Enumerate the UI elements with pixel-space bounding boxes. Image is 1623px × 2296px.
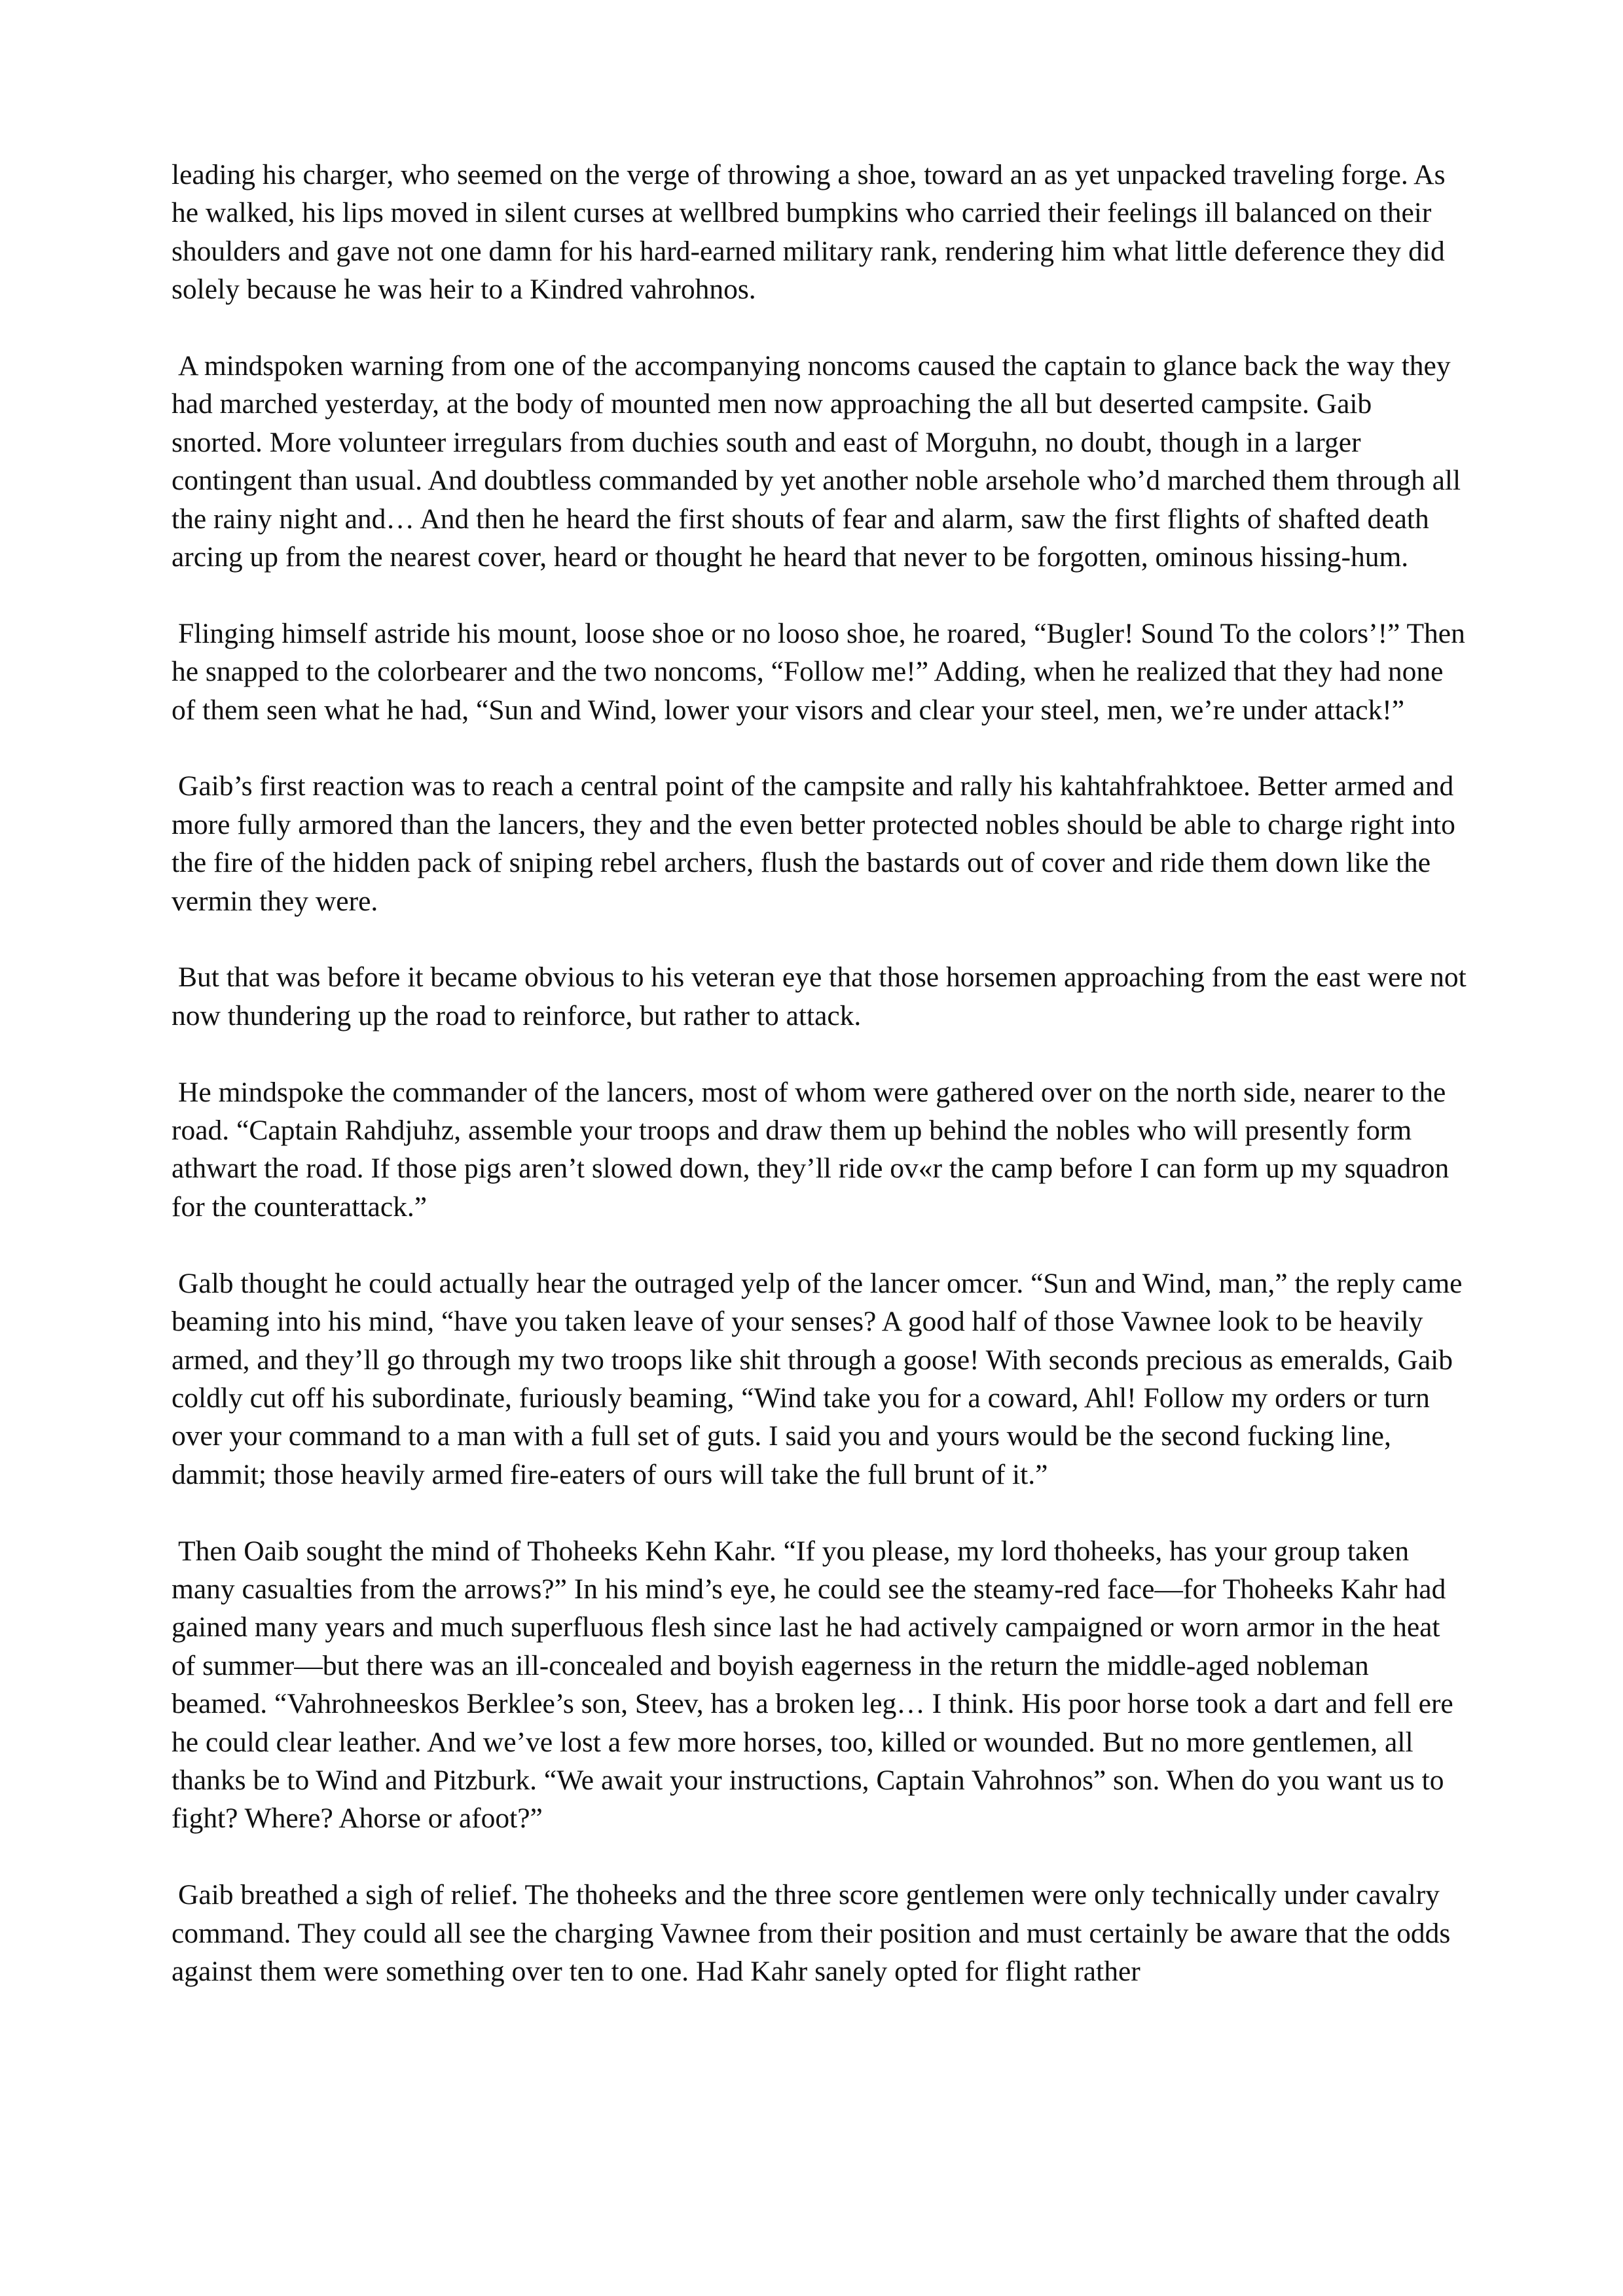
- paragraph-3: Flinging himself astride his mount, loose shoe or no looso shoe, he roared, “Bugler! Sound To the colors’!” Then he snapped to the colorbearer and the two noncoms, “Follow me!” Adding, when he realized that they had none of them seen what he had, “Sun and Wind, lower your visors and clear your steel, men, we’re under attack!”: [172, 617, 1465, 726]
- paragraph-2: A mindspoken warning from one of the accompanying noncoms caused the captain to glance back the way they had marched yesterday, at the body of mounted men now approaching the all but deserted campsite. Gaib snorted. More volunteer irregulars from duchies south and east of Morguhn, no doubt, though in a larger contingent than usual. And doubtless commanded by yet another noble arsehole who’d marched them through all the rainy night and… And then he heard the first shouts of fear and alarm, saw the first flights of shafted death arcing up from the nearest cover, heard or thought he heard that never to be forgotten, ominous hissing-hum.: [172, 350, 1461, 573]
- paragraph-8: Then Oaib sought the mind of Thoheeks Kehn Kahr. “If you please, my lord thoheeks, has your group taken many casualties from the arrows?” In his mind’s eye, he could see the steamy-red face—for Thoheeks Kahr had gained many years and much superfluous flesh since last he had actively campaigned or worn armor in the heat of summer—but there was an ill-concealed and boyish eagerness in the return the middle-aged nobleman beamed. “Vahrohneeskos Berklee’s son, Steev, has a broken leg… I think. His poor horse took a dart and fell ere he could clear leather. And we’ve lost a few more horses, too, killed or wounded. But no more gentlemen, all thanks be to Wind and Pitzburk. “We await your instructions, Captain Vahrohnos” son. When do you want us to fight? Where? Ahorse or afoot?”: [172, 1535, 1453, 1835]
- paragraph-5: But that was before it became obvious to his veteran eye that those horsemen approaching from the east were not now thundering up the road to reinforce, but rather to attack.: [172, 961, 1467, 1031]
- paragraph-4: Gaib’s first reaction was to reach a central point of the campsite and rally his kahtahfrahktoee. Better armed and more fully armored than the lancers, they and the even better protected nobles should be able to charge right into the fire of the hidden pack of sniping rebel archers, flush the bastards out of cover and ride them down like the vermin they were.: [172, 770, 1455, 917]
- paragraph-7: Galb thought he could actually hear the outraged yelp of the lancer omcer. “Sun and Wind, man,” the reply came beaming into his mind, “have you taken leave of your senses? A good half of those Vawnee look to be heavily armed, and they’ll go through my two troops like shit through a goose! With seconds precious as emeralds, Gaib coldly cut off his subordinate, furiously beaming, “Wind take you for a coward, Ahl! Follow my orders or turn over your command to a man with a full set of guts. I said you and yours would be the second fucking line, dammit; those heavily armed fire-eaters of ours will take the full brunt of it.”: [172, 1267, 1463, 1490]
- paragraph-1: leading his charger, who seemed on the verge of throwing a shoe, toward an as yet unpacked traveling forge. As he walked, his lips moved in silent curses at wellbred bumpkins who carried their feelings ill balanced on their shoulders and gave not one damn for his hard-earned military rank, rendering him what little deference they did solely because he was heir to a Kindred vahrohnos.: [172, 159, 1446, 306]
- body-text: [172, 156, 1468, 2029]
- paragraph-6: He mindspoke the commander of the lancers, most of whom were gathered over on the north side, nearer to the road. “Captain Rahdjuhz, assemble your troops and draw them up behind the nobles who will presently form athwart the road. If those pigs aren’t slowed down, they’ll ride ov«r the camp before I can form up my squadron for the counterattack.”: [172, 1076, 1450, 1223]
- paragraph-9: Gaib breathed a sigh of relief. The thoheeks and the three score gentlemen were only technically under cavalry command. They could all see the charging Vawnee from their position and must certainly be aware that the odds against them were something over ten to one. Had Kahr sanely opted for flight rather: [172, 1879, 1451, 1987]
